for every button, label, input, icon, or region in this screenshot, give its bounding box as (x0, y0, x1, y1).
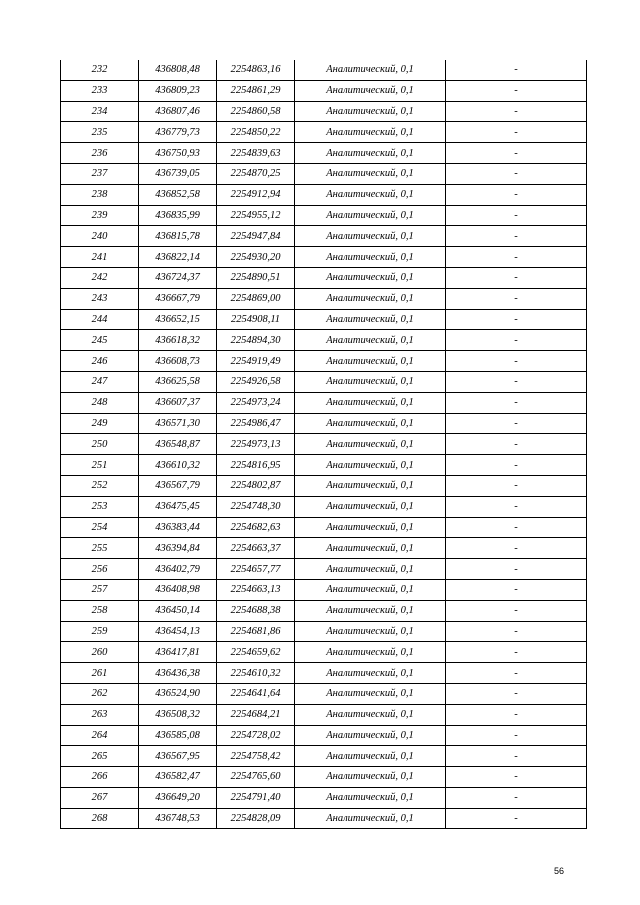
y-coordinate-cell: 2254955,12 (217, 205, 295, 226)
method-accuracy-cell: Аналитический, 0,1 (295, 309, 446, 330)
method-accuracy-cell: Аналитический, 0,1 (295, 351, 446, 372)
method-accuracy-cell: Аналитический, 0,1 (295, 496, 446, 517)
y-coordinate-cell: 2254973,13 (217, 434, 295, 455)
y-coordinate-cell: 2254869,00 (217, 288, 295, 309)
method-accuracy-cell: Аналитический, 0,1 (295, 163, 446, 184)
y-coordinate-cell: 2254986,47 (217, 413, 295, 434)
x-coordinate-cell: 436571,30 (139, 413, 217, 434)
table-row (61, 288, 587, 309)
y-coordinate-cell: 2254863,16 (217, 60, 295, 80)
point-number-cell: 259 (61, 621, 139, 642)
point-number-cell: 263 (61, 704, 139, 725)
table-row (61, 808, 587, 829)
note-cell: - (446, 642, 587, 663)
table-row (61, 434, 587, 455)
point-number-cell: 236 (61, 143, 139, 164)
x-coordinate-cell: 436450,14 (139, 600, 217, 621)
table-row (61, 226, 587, 247)
note-cell: - (446, 725, 587, 746)
note-cell: - (446, 80, 587, 101)
table-row (61, 767, 587, 788)
point-number-cell: 260 (61, 642, 139, 663)
y-coordinate-cell: 2254850,22 (217, 122, 295, 143)
table-row (61, 787, 587, 808)
method-accuracy-cell: Аналитический, 0,1 (295, 184, 446, 205)
method-accuracy-cell: Аналитический, 0,1 (295, 330, 446, 351)
method-accuracy-cell: Аналитический, 0,1 (295, 559, 446, 580)
y-coordinate-cell: 2254765,60 (217, 767, 295, 788)
note-cell: - (446, 434, 587, 455)
table-row (61, 247, 587, 268)
x-coordinate-cell: 436383,44 (139, 517, 217, 538)
point-number-cell: 245 (61, 330, 139, 351)
x-coordinate-cell: 436750,93 (139, 143, 217, 164)
table-row (61, 746, 587, 767)
note-cell: - (446, 371, 587, 392)
x-coordinate-cell: 436822,14 (139, 247, 217, 268)
table-row (61, 496, 587, 517)
method-accuracy-cell: Аналитический, 0,1 (295, 787, 446, 808)
x-coordinate-cell: 436809,23 (139, 80, 217, 101)
x-coordinate-cell: 436417,81 (139, 642, 217, 663)
point-number-cell: 262 (61, 683, 139, 704)
y-coordinate-cell: 2254912,94 (217, 184, 295, 205)
x-coordinate-cell: 436835,99 (139, 205, 217, 226)
x-coordinate-cell: 436548,87 (139, 434, 217, 455)
method-accuracy-cell: Аналитический, 0,1 (295, 579, 446, 600)
point-number-cell: 256 (61, 559, 139, 580)
point-number-cell: 240 (61, 226, 139, 247)
note-cell: - (446, 496, 587, 517)
table-row (61, 143, 587, 164)
y-coordinate-cell: 2254663,13 (217, 579, 295, 600)
table-row (61, 683, 587, 704)
table-row (61, 621, 587, 642)
note-cell: - (446, 559, 587, 580)
method-accuracy-cell: Аналитический, 0,1 (295, 247, 446, 268)
x-coordinate-cell: 436610,32 (139, 455, 217, 476)
note-cell: - (446, 288, 587, 309)
coordinates-table (60, 60, 587, 829)
point-number-cell: 244 (61, 309, 139, 330)
note-cell: - (446, 621, 587, 642)
table-row (61, 704, 587, 725)
note-cell: - (446, 808, 587, 829)
method-accuracy-cell: Аналитический, 0,1 (295, 413, 446, 434)
y-coordinate-cell: 2254816,95 (217, 455, 295, 476)
table-row (61, 267, 587, 288)
table-row (61, 475, 587, 496)
x-coordinate-cell: 436402,79 (139, 559, 217, 580)
x-coordinate-cell: 436567,79 (139, 475, 217, 496)
table-row (61, 559, 587, 580)
x-coordinate-cell: 436649,20 (139, 787, 217, 808)
y-coordinate-cell: 2254641,64 (217, 683, 295, 704)
x-coordinate-cell: 436625,58 (139, 371, 217, 392)
point-number-cell: 243 (61, 288, 139, 309)
x-coordinate-cell: 436408,98 (139, 579, 217, 600)
table-row (61, 600, 587, 621)
method-accuracy-cell: Аналитический, 0,1 (295, 392, 446, 413)
note-cell: - (446, 455, 587, 476)
point-number-cell: 268 (61, 808, 139, 829)
y-coordinate-cell: 2254758,42 (217, 746, 295, 767)
y-coordinate-cell: 2254828,09 (217, 808, 295, 829)
method-accuracy-cell: Аналитический, 0,1 (295, 704, 446, 725)
y-coordinate-cell: 2254663,37 (217, 538, 295, 559)
note-cell: - (446, 392, 587, 413)
note-cell: - (446, 579, 587, 600)
x-coordinate-cell: 436807,46 (139, 101, 217, 122)
method-accuracy-cell: Аналитический, 0,1 (295, 434, 446, 455)
x-coordinate-cell: 436524,90 (139, 683, 217, 704)
y-coordinate-cell: 2254748,30 (217, 496, 295, 517)
table-row (61, 663, 587, 684)
note-cell: - (446, 143, 587, 164)
y-coordinate-cell: 2254610,32 (217, 663, 295, 684)
y-coordinate-cell: 2254926,58 (217, 371, 295, 392)
point-number-cell: 267 (61, 787, 139, 808)
note-cell: - (446, 475, 587, 496)
point-number-cell: 241 (61, 247, 139, 268)
table-row (61, 101, 587, 122)
table-row (61, 351, 587, 372)
x-coordinate-cell: 436508,32 (139, 704, 217, 725)
method-accuracy-cell: Аналитический, 0,1 (295, 808, 446, 829)
y-coordinate-cell: 2254728,02 (217, 725, 295, 746)
note-cell: - (446, 247, 587, 268)
table-row (61, 80, 587, 101)
y-coordinate-cell: 2254688,38 (217, 600, 295, 621)
table-row (61, 184, 587, 205)
point-number-cell: 266 (61, 767, 139, 788)
method-accuracy-cell: Аналитический, 0,1 (295, 288, 446, 309)
x-coordinate-cell: 436852,58 (139, 184, 217, 205)
method-accuracy-cell: Аналитический, 0,1 (295, 455, 446, 476)
note-cell: - (446, 600, 587, 621)
method-accuracy-cell: Аналитический, 0,1 (295, 538, 446, 559)
method-accuracy-cell: Аналитический, 0,1 (295, 725, 446, 746)
x-coordinate-cell: 436607,37 (139, 392, 217, 413)
table-row (61, 163, 587, 184)
point-number-cell: 253 (61, 496, 139, 517)
method-accuracy-cell: Аналитический, 0,1 (295, 663, 446, 684)
note-cell: - (446, 330, 587, 351)
x-coordinate-cell: 436608,73 (139, 351, 217, 372)
y-coordinate-cell: 2254947,84 (217, 226, 295, 247)
x-coordinate-cell: 436618,32 (139, 330, 217, 351)
note-cell: - (446, 163, 587, 184)
y-coordinate-cell: 2254802,87 (217, 475, 295, 496)
point-number-cell: 265 (61, 746, 139, 767)
table-row (61, 538, 587, 559)
y-coordinate-cell: 2254861,29 (217, 80, 295, 101)
x-coordinate-cell: 436475,45 (139, 496, 217, 517)
x-coordinate-cell: 436454,13 (139, 621, 217, 642)
y-coordinate-cell: 2254894,30 (217, 330, 295, 351)
method-accuracy-cell: Аналитический, 0,1 (295, 60, 446, 80)
method-accuracy-cell: Аналитический, 0,1 (295, 642, 446, 663)
point-number-cell: 257 (61, 579, 139, 600)
table-row (61, 122, 587, 143)
point-number-cell: 251 (61, 455, 139, 476)
point-number-cell: 242 (61, 267, 139, 288)
note-cell: - (446, 226, 587, 247)
point-number-cell: 258 (61, 600, 139, 621)
point-number-cell: 232 (61, 60, 139, 80)
page-number: 56 (553, 866, 564, 876)
x-coordinate-cell: 436808,48 (139, 60, 217, 80)
method-accuracy-cell: Аналитический, 0,1 (295, 122, 446, 143)
x-coordinate-cell: 436724,37 (139, 267, 217, 288)
method-accuracy-cell: Аналитический, 0,1 (295, 517, 446, 538)
table-body (61, 60, 587, 829)
x-coordinate-cell: 436779,73 (139, 122, 217, 143)
point-number-cell: 264 (61, 725, 139, 746)
point-number-cell: 248 (61, 392, 139, 413)
point-number-cell: 250 (61, 434, 139, 455)
note-cell: - (446, 309, 587, 330)
y-coordinate-cell: 2254684,21 (217, 704, 295, 725)
method-accuracy-cell: Аналитический, 0,1 (295, 80, 446, 101)
y-coordinate-cell: 2254919,49 (217, 351, 295, 372)
note-cell: - (446, 704, 587, 725)
x-coordinate-cell: 436394,84 (139, 538, 217, 559)
method-accuracy-cell: Аналитический, 0,1 (295, 143, 446, 164)
method-accuracy-cell: Аналитический, 0,1 (295, 767, 446, 788)
note-cell: - (446, 101, 587, 122)
table-row (61, 413, 587, 434)
y-coordinate-cell: 2254930,20 (217, 247, 295, 268)
method-accuracy-cell: Аналитический, 0,1 (295, 205, 446, 226)
table-row (61, 455, 587, 476)
y-coordinate-cell: 2254908,11 (217, 309, 295, 330)
x-coordinate-cell: 436582,47 (139, 767, 217, 788)
method-accuracy-cell: Аналитический, 0,1 (295, 746, 446, 767)
y-coordinate-cell: 2254682,63 (217, 517, 295, 538)
y-coordinate-cell: 2254870,25 (217, 163, 295, 184)
point-number-cell: 234 (61, 101, 139, 122)
method-accuracy-cell: Аналитический, 0,1 (295, 371, 446, 392)
point-number-cell: 239 (61, 205, 139, 226)
note-cell: - (446, 663, 587, 684)
point-number-cell: 233 (61, 80, 139, 101)
method-accuracy-cell: Аналитический, 0,1 (295, 226, 446, 247)
table-row (61, 60, 587, 80)
y-coordinate-cell: 2254681,86 (217, 621, 295, 642)
method-accuracy-cell: Аналитический, 0,1 (295, 683, 446, 704)
point-number-cell: 246 (61, 351, 139, 372)
method-accuracy-cell: Аналитический, 0,1 (295, 600, 446, 621)
point-number-cell: 237 (61, 163, 139, 184)
y-coordinate-cell: 2254839,63 (217, 143, 295, 164)
y-coordinate-cell: 2254890,51 (217, 267, 295, 288)
point-number-cell: 249 (61, 413, 139, 434)
note-cell: - (446, 60, 587, 80)
method-accuracy-cell: Аналитический, 0,1 (295, 267, 446, 288)
note-cell: - (446, 767, 587, 788)
y-coordinate-cell: 2254791,40 (217, 787, 295, 808)
table-row (61, 642, 587, 663)
note-cell: - (446, 787, 587, 808)
x-coordinate-cell: 436667,79 (139, 288, 217, 309)
note-cell: - (446, 205, 587, 226)
point-number-cell: 254 (61, 517, 139, 538)
table-row (61, 309, 587, 330)
note-cell: - (446, 538, 587, 559)
table-row (61, 371, 587, 392)
table-row (61, 517, 587, 538)
point-number-cell: 255 (61, 538, 139, 559)
note-cell: - (446, 746, 587, 767)
note-cell: - (446, 517, 587, 538)
y-coordinate-cell: 2254657,77 (217, 559, 295, 580)
x-coordinate-cell: 436652,15 (139, 309, 217, 330)
table-row (61, 392, 587, 413)
point-number-cell: 235 (61, 122, 139, 143)
x-coordinate-cell: 436567,95 (139, 746, 217, 767)
x-coordinate-cell: 436436,38 (139, 663, 217, 684)
note-cell: - (446, 267, 587, 288)
table-row (61, 330, 587, 351)
note-cell: - (446, 122, 587, 143)
method-accuracy-cell: Аналитический, 0,1 (295, 621, 446, 642)
x-coordinate-cell: 436739,05 (139, 163, 217, 184)
y-coordinate-cell: 2254973,24 (217, 392, 295, 413)
note-cell: - (446, 351, 587, 372)
note-cell: - (446, 413, 587, 434)
method-accuracy-cell: Аналитический, 0,1 (295, 475, 446, 496)
x-coordinate-cell: 436748,53 (139, 808, 217, 829)
table-row (61, 205, 587, 226)
method-accuracy-cell: Аналитический, 0,1 (295, 101, 446, 122)
point-number-cell: 238 (61, 184, 139, 205)
point-number-cell: 261 (61, 663, 139, 684)
x-coordinate-cell: 436815,78 (139, 226, 217, 247)
x-coordinate-cell: 436585,08 (139, 725, 217, 746)
point-number-cell: 252 (61, 475, 139, 496)
table-row (61, 579, 587, 600)
note-cell: - (446, 184, 587, 205)
y-coordinate-cell: 2254659,62 (217, 642, 295, 663)
y-coordinate-cell: 2254860,58 (217, 101, 295, 122)
point-number-cell: 247 (61, 371, 139, 392)
table-row (61, 725, 587, 746)
note-cell: - (446, 683, 587, 704)
